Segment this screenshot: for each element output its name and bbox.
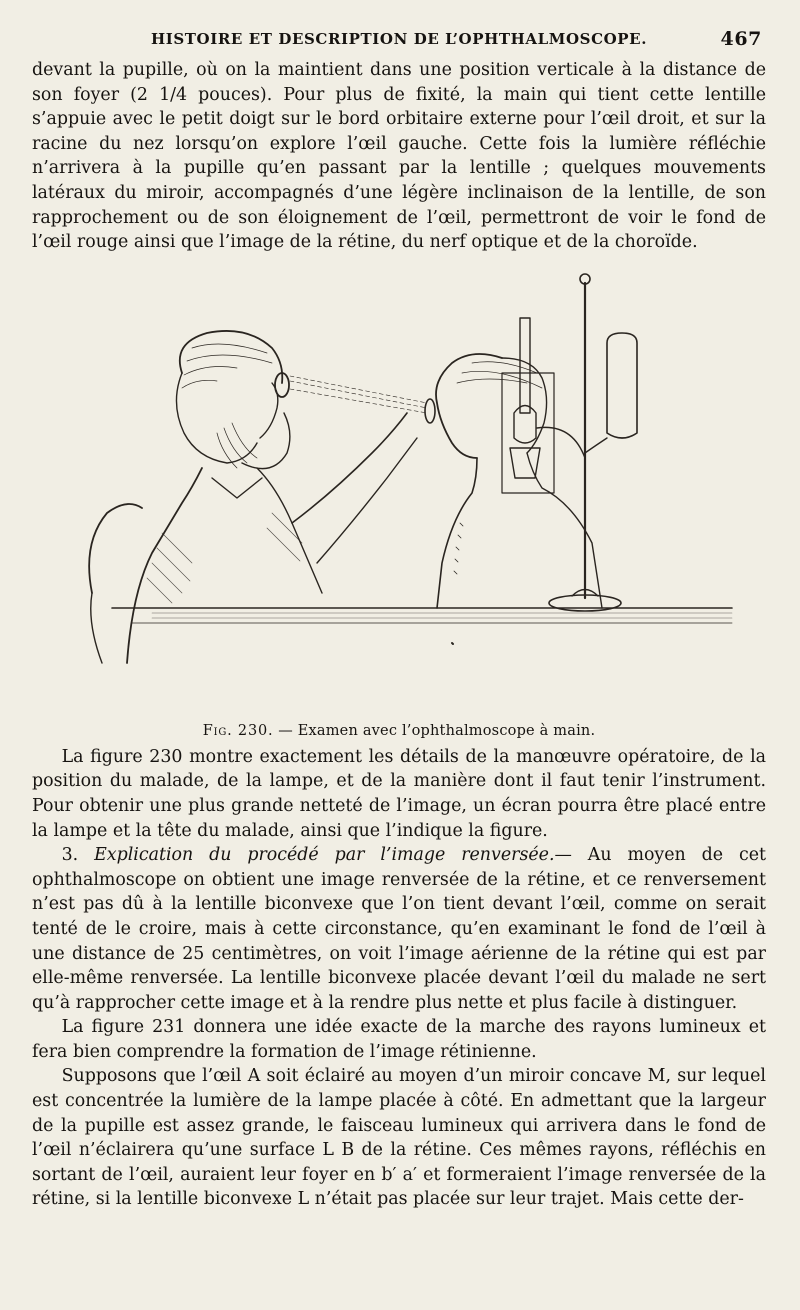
section-number: 3.	[61, 845, 79, 866]
running-head-title: HISTOIRE ET DESCRIPTION DE L’OPHTHALMOSCOPE.	[150, 30, 648, 48]
page-number: 467	[720, 28, 762, 50]
figure-caption-text: — Examen avec l’ophthalmoscope à main.	[278, 722, 596, 739]
running-head	[32, 28, 766, 58]
figure-230-illustration	[32, 263, 766, 723]
paragraph-figure-231: La figure 231 donnera une idée exacte de la marche des rayons lumineux et fera bien comprendre la formation de l’image rétinienne.	[32, 1017, 766, 1062]
section-3-text: — Au moyen de cet ophthalmoscope on obtient une image renversée de la rétine, et ce renversement n’est pas dû à la lentille biconvexe que l’on tient devant l’œil, comme on serait tenté de le croire, mais à cette circonstance, qu’en examinant le fond de l’œil à une distance de 25 centimètres, on voit l’image aérienne de la rétine qui est par elle-même renversée. La lentille biconvexe placée devant l’œil du malade ne sert qu’à rapprocher cette image et à la rendre plus nette et plus facile à distinguer.	[32, 845, 767, 1013]
figure-caption	[32, 723, 766, 739]
section-heading: Explication du procédé par l’image renversée.	[94, 845, 555, 866]
paragraph-figure-description: La figure 230 montre exactement les détails de la manœuvre opératoire, de la position du malade, de la lampe, et de la manière dont il faut tenir l’instrument. Pour obtenir une plus grande netteté de l’image, un écran pourra être placé entre la lampe et la tête du malade, ainsi que l’indique la figure.	[32, 746, 766, 841]
figure-label: Fig. 230.	[202, 722, 274, 739]
paragraph-continued: devant la pupille, où on la maintient dans une position verticale à la distance de son foyer (2 1/4 pouces). Pour plus de fixité, la main qui tient cette lentille s’appuie avec le petit doigt sur le bord orbitaire externe pour l’œil droit, et sur la racine du nez lorsqu’on explore l’œil gauche. Cette fois la lumière réfléchie n’arrivera à la pupille qu’en passant par la lentille ; quelques mouvements latéraux du miroir, accompagnés d’une légère inclinaison de la lentille, de son rapprochement ou de son éloignement de l’œil, permettront de voir le fond de l’œil rouge ainsi que l’image de la rétine, du nerf optique et de la choroïde.	[32, 60, 766, 253]
paragraph-mirror-explanation: Supposons que l’œil A soit éclairé au moyen d’un miroir concave M, sur lequel est concentrée la lumière de la lampe placée à côté. En admettant que la largeur de la pupille est assez grande, le faisceau lumineux qui arrivera dans le fond de l’œil n’éclairera qu’une surface L B de la rétine. Ces mêmes rayons, réfléchis en sortant de l’œil, auraient leur foyer en b′ a′ et formeraient l’image renversée de la rétine, si la lentille biconvexe L n’était pas placée sur leur trajet. Mais cette der-	[32, 1066, 766, 1210]
paragraph-section-3	[32, 843, 766, 1015]
ophthalmoscope-examination-engraving	[32, 263, 766, 723]
